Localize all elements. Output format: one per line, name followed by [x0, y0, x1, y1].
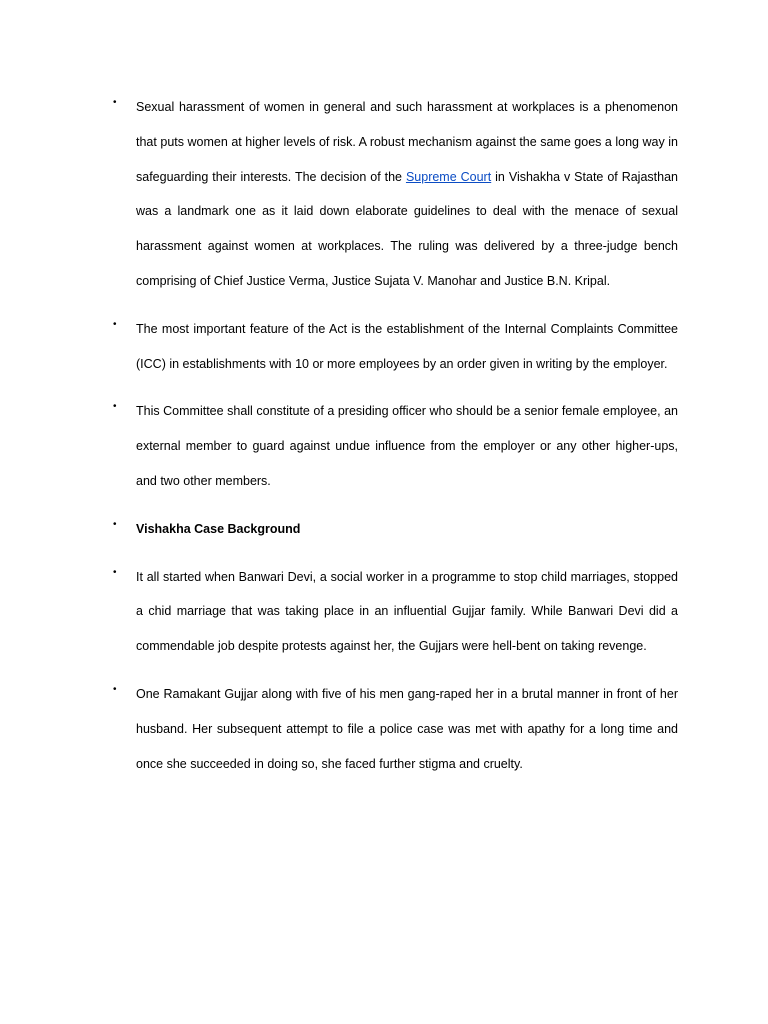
- bullet-icon: •: [113, 566, 117, 578]
- list-item-case-background: [113, 512, 678, 547]
- paragraph-text: The most important feature of the Act is the establishment of the Internal Complaints Committee (ICC) in establishments with 10 or more employees by an order given in writing by the employer.: [136, 321, 678, 371]
- list-item-icc: [113, 312, 678, 382]
- list-item-banwari-devi: [113, 560, 678, 664]
- list-item-sexual-harassment: [113, 90, 678, 299]
- bullet-list: [113, 90, 678, 794]
- list-item-committee: [113, 394, 678, 498]
- paragraph-text-after-link: in Vishakha v State of Rajasthan was a landmark one as it laid down elaborate guidelines to deal with the menace of sexual harassment against women at workplaces. The ruling was delivered by a three-judge bench comprising of Chief Justice Verma, Justice Sujata V. Manohar and Justice B.N. Kripal.: [136, 169, 678, 288]
- supreme-court-link[interactable]: Supreme Court: [405, 169, 492, 184]
- bullet-icon: •: [113, 683, 117, 695]
- section-heading: Vishakha Case Background: [136, 521, 301, 536]
- bullet-icon: •: [113, 97, 117, 108]
- list-item-ramakant-gujjar: [113, 677, 678, 781]
- paragraph-text: One Ramakant Gujjar along with five of his men gang-raped her in a brutal manner in front of her husband. Her subsequent attempt to file a police case was met with apathy for a long time and once she succeeded in doing so, she faced further stigma and cruelty.: [136, 686, 678, 771]
- paragraph-text-before-link: Sexual harassment of women in general and such harassment at workplaces is a phenomenon that puts women at higher levels of risk. A robust mechanism against the same goes a long way in safeguarding their interests. The decision of the: [136, 100, 678, 184]
- bullet-icon: •: [113, 518, 117, 530]
- bullet-icon: •: [113, 401, 117, 413]
- paragraph-text: [136, 90, 678, 299]
- bullet-icon: •: [113, 318, 117, 330]
- paragraph-text: This Committee shall constitute of a presiding officer who should be a senior female employee, an external member to guard against undue influence from the employer or any other higher-ups, and two other members.: [136, 404, 678, 488]
- paragraph-text: It all started when Banwari Devi, a social worker in a programme to stop child marriages, stopped a chid marriage that was taking place in an influential Gujjar family. While Banwari Devi did a commendable job despite protests against her, the Gujjars were hell-bent on taking revenge.: [136, 569, 678, 654]
